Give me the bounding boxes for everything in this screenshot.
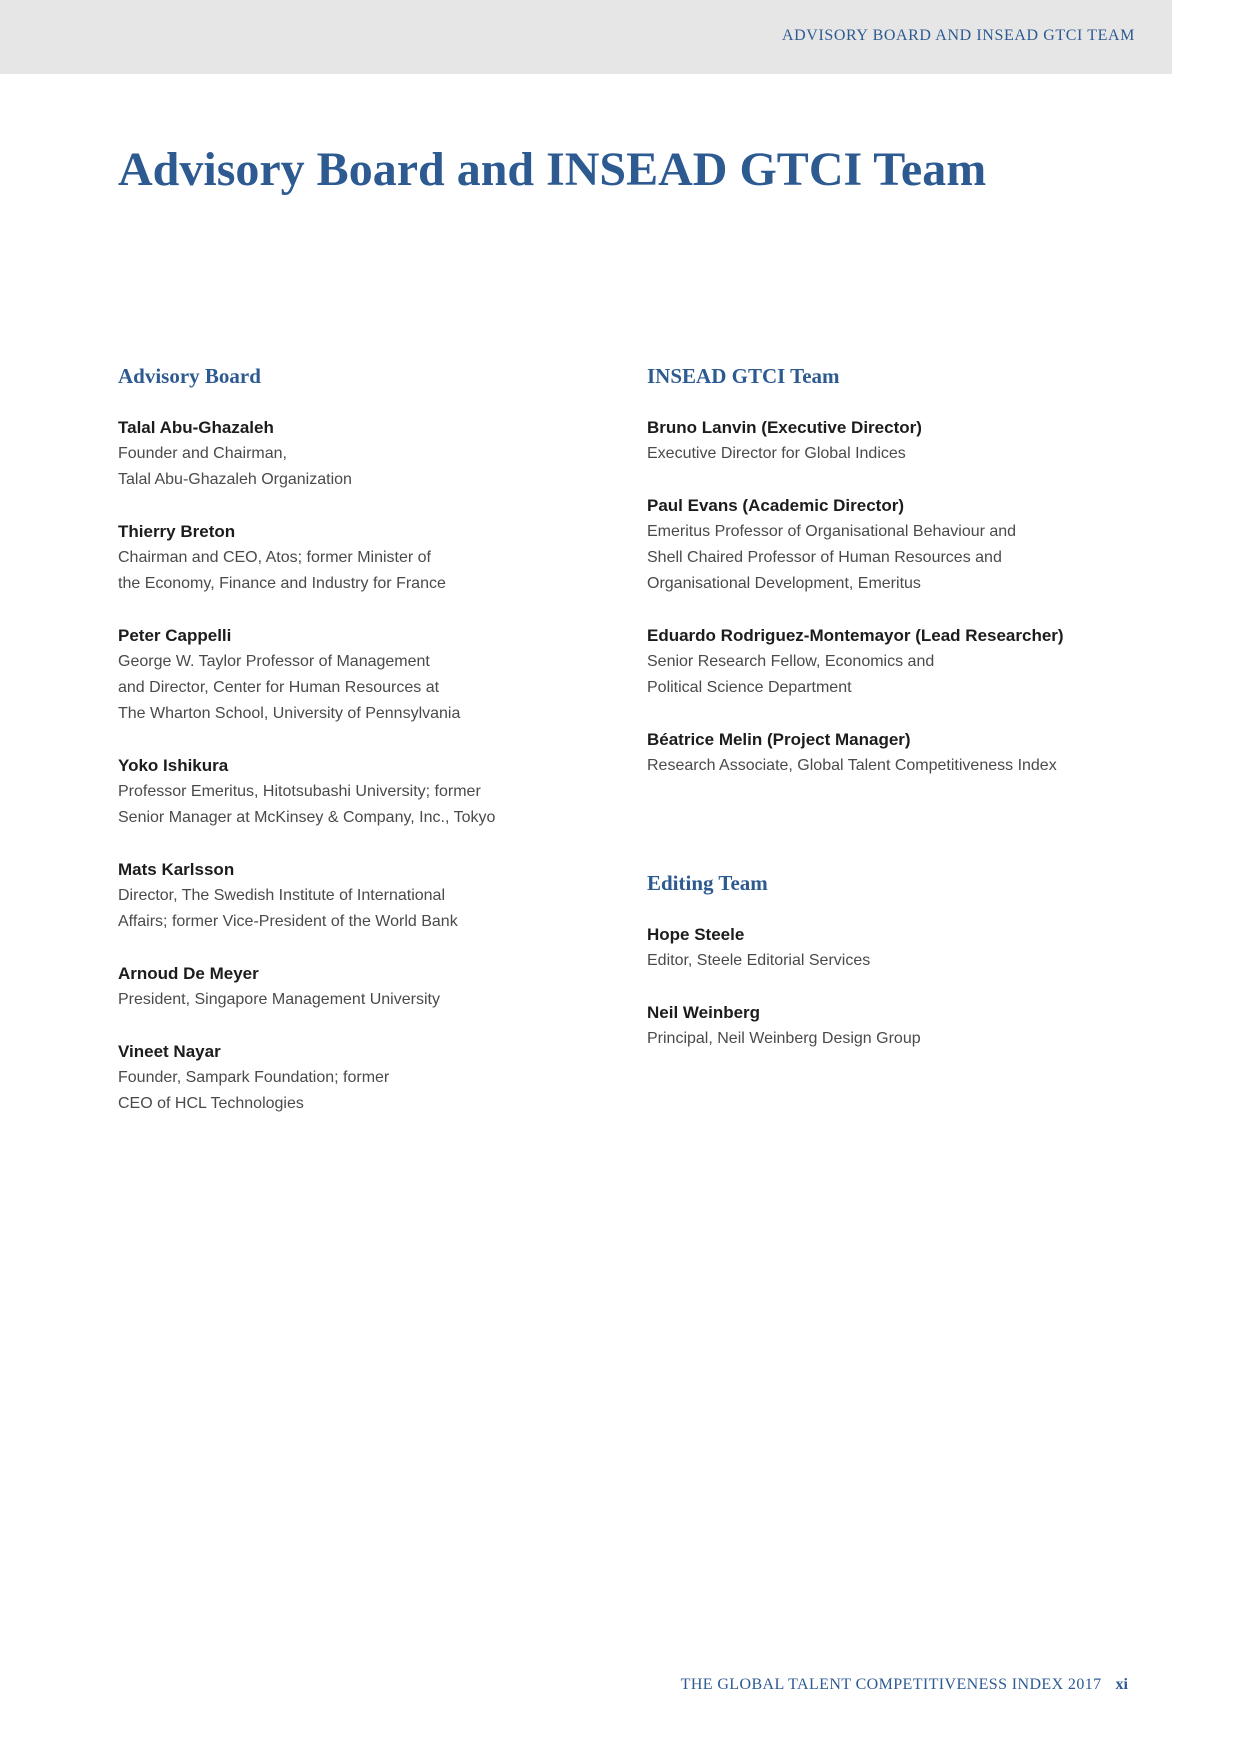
member-role: Director, The Swedish Institute of International <box>118 887 445 904</box>
team-member <box>647 727 1117 779</box>
member-role: Professor Emeritus, Hitotsubashi University; former <box>118 783 481 800</box>
advisory-member <box>118 415 588 493</box>
member-role: the Economy, Finance and Industry for France <box>118 575 446 592</box>
member-role: Affairs; former Vice-President of the World Bank <box>118 913 458 930</box>
header-band <box>0 0 1172 74</box>
member-role: Editor, Steele Editorial Services <box>647 952 871 969</box>
advisory-member <box>118 753 588 831</box>
member-role: George W. Taylor Professor of Management <box>118 653 430 670</box>
member-role: Chairman and CEO, Atos; former Minister of <box>118 549 431 566</box>
member-name: Bruno Lanvin (Executive Director) <box>647 418 922 437</box>
member-name: Thierry Breton <box>118 522 236 541</box>
page-footer <box>681 1676 1128 1694</box>
editing-member <box>647 922 1117 974</box>
member-name: Talal Abu-Ghazaleh <box>118 418 274 437</box>
member-role: Senior Manager at McKinsey & Company, Inc., Tokyo <box>118 809 496 826</box>
member-name: Peter Cappelli <box>118 626 232 645</box>
team-member <box>647 623 1117 701</box>
page-number: xi <box>1115 1676 1128 1693</box>
footer-publication: THE GLOBAL TALENT COMPETITIVENESS INDEX 2017 <box>680 1676 1102 1693</box>
running-head: ADVISORY BOARD AND INSEAD GTCI TEAM <box>781 27 1135 44</box>
member-role: Political Science Department <box>647 679 852 696</box>
advisory-member <box>118 961 588 1013</box>
editing-member <box>647 1000 1117 1052</box>
member-role: Organisational Development, Emeritus <box>647 575 921 592</box>
member-name: Hope Steele <box>647 925 745 944</box>
advisory-member <box>118 1039 588 1117</box>
gtci-team-column <box>647 362 1117 1078</box>
member-name: Neil Weinberg <box>647 1003 761 1022</box>
member-role: Founder and Chairman, <box>118 445 287 462</box>
gtci-team-heading: INSEAD GTCI Team <box>647 364 840 388</box>
advisory-board-column <box>118 362 588 1143</box>
member-name: Mats Karlsson <box>118 860 235 879</box>
member-role: and Director, Center for Human Resources at <box>118 679 440 696</box>
member-name: Arnoud De Meyer <box>118 964 259 983</box>
member-name: Vineet Nayar <box>118 1042 221 1061</box>
section-spacer <box>647 805 1117 869</box>
member-name: Eduardo Rodriguez-Montemayor (Lead Researcher) <box>647 626 1064 645</box>
page-title: Advisory Board and INSEAD GTCI Team <box>118 143 987 196</box>
advisory-member <box>118 857 588 935</box>
member-role: President, Singapore Management University <box>118 991 440 1008</box>
member-name: Paul Evans (Academic Director) <box>647 496 904 515</box>
member-role: Principal, Neil Weinberg Design Group <box>647 1030 921 1047</box>
member-name: Béatrice Melin (Project Manager) <box>647 730 911 749</box>
team-member <box>647 493 1117 597</box>
member-role: Shell Chaired Professor of Human Resources and <box>647 549 1002 566</box>
member-role: CEO of HCL Technologies <box>118 1095 304 1112</box>
editing-team-heading: Editing Team <box>647 871 768 895</box>
member-role: Talal Abu-Ghazaleh Organization <box>118 471 352 488</box>
advisory-board-heading: Advisory Board <box>118 364 261 388</box>
member-role: Research Associate, Global Talent Competitiveness Index <box>647 757 1057 774</box>
advisory-member <box>118 623 588 727</box>
member-role: Senior Research Fellow, Economics and <box>647 653 935 670</box>
member-role: The Wharton School, University of Pennsylvania <box>118 705 461 722</box>
member-role: Executive Director for Global Indices <box>647 445 906 462</box>
advisory-member <box>118 519 588 597</box>
member-role: Emeritus Professor of Organisational Behaviour and <box>647 523 1017 540</box>
member-name: Yoko Ishikura <box>118 756 229 775</box>
team-member <box>647 415 1117 467</box>
member-role: Founder, Sampark Foundation; former <box>118 1069 390 1086</box>
